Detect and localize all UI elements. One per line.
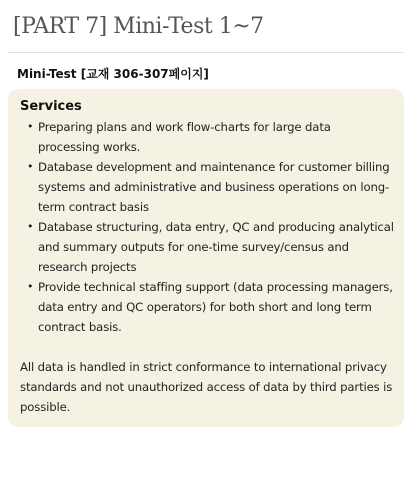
list-item [20, 117, 394, 157]
services-heading: Services [20, 99, 82, 114]
services-list [20, 117, 394, 337]
section-heading: Mini-Test [교재 306-307페이지] [17, 67, 209, 81]
title-divider [8, 52, 404, 53]
list-item [20, 157, 394, 217]
bullet-icon: • [27, 220, 34, 233]
page-title: [PART 7] Mini-Test 1~7 [13, 14, 264, 39]
list-item-text: Database development and maintenance for customer billing systems and administrative and business operations on long-term contract basis [38, 160, 390, 214]
bullet-icon: • [27, 160, 34, 173]
services-card [8, 89, 404, 427]
list-item-text: Provide technical staffing support (data processing managers, data entry and QC operators) for both short and long term contract basis. [38, 280, 393, 334]
list-item-text: Preparing plans and work flow-charts for large data processing works. [38, 120, 331, 154]
list-item-text: Database structuring, data entry, QC and producing analytical and summary outputs for one-time survey/census and research projects [38, 220, 394, 274]
bullet-icon: • [27, 280, 34, 293]
bullet-icon: • [27, 120, 34, 133]
privacy-statement: All data is handled in strict conformance to international privacy standards and not unauthorized access of data by third parties is possible. [20, 360, 393, 414]
list-item [20, 217, 394, 277]
list-item [20, 277, 394, 337]
